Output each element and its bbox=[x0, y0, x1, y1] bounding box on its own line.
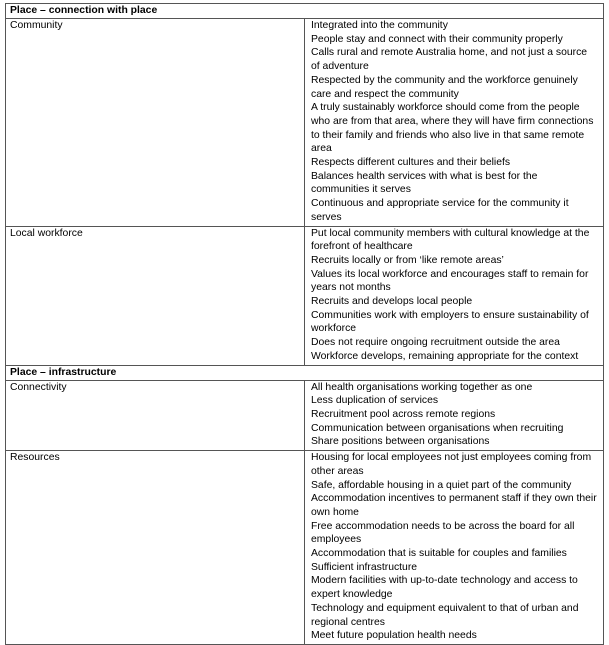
list-item: Recruitment pool across remote regions bbox=[311, 408, 496, 420]
list-item: Accommodation incentives to permanent staff if they own their own home bbox=[311, 493, 597, 518]
list-item: Sufficient infrastructure bbox=[311, 561, 418, 573]
list-item: Put local community members with cultural knowledge at the forefront of healthcare bbox=[311, 227, 590, 253]
items-cell bbox=[305, 226, 604, 365]
list-item: Technology and equipment equivalent to that of urban and regional centres bbox=[311, 602, 579, 628]
category-cell: Community bbox=[6, 19, 305, 227]
list-item: Respected by the community and the workforce genuinely care and respect the community bbox=[311, 74, 578, 100]
category-cell: Resources bbox=[6, 451, 305, 645]
section-title: Place – infrastructure bbox=[6, 365, 604, 380]
section-header-row bbox=[6, 365, 604, 380]
list-item: Recruits locally or from ‘like remote areas’ bbox=[311, 254, 504, 266]
section-header-row bbox=[6, 4, 604, 19]
category-cell: Connectivity bbox=[6, 380, 305, 451]
list-item: Meet future population health needs bbox=[311, 630, 477, 642]
list-item: Modern facilities with up-to-date technology and access to expert knowledge bbox=[311, 575, 578, 601]
section-title: Place – connection with place bbox=[6, 4, 604, 19]
list-item: Balances health services with what is best for the communities it serves bbox=[311, 170, 538, 196]
list-item: A truly sustainably workforce should come from the people who are from that area, where they will have firm connections to their family and friends who also live in that same remote area bbox=[311, 102, 594, 155]
list-item: Less duplication of services bbox=[311, 395, 439, 407]
items-cell bbox=[305, 451, 604, 645]
list-item: Respects different cultures and their beliefs bbox=[311, 157, 511, 169]
list-item: Safe, affordable housing in a quiet part of the community bbox=[311, 479, 572, 491]
list-item: Recruits and develops local people bbox=[311, 296, 473, 308]
list-item: Workforce develops, remaining appropriate for the context bbox=[311, 350, 579, 362]
list-item: Communities work with employers to ensure sustainability of workforce bbox=[311, 309, 589, 335]
list-item: Calls rural and remote Australia home, and not just a source of adventure bbox=[311, 47, 588, 73]
list-item: Continuous and appropriate service for the community it serves bbox=[311, 198, 569, 223]
list-item: Housing for local employees not just employees coming from other areas bbox=[311, 452, 592, 477]
table-row bbox=[6, 380, 604, 451]
table-row bbox=[6, 226, 604, 365]
table-row bbox=[6, 451, 604, 645]
list-item: Integrated into the community bbox=[311, 20, 448, 31]
items-cell bbox=[305, 380, 604, 451]
list-item: People stay and connect with their community properly bbox=[311, 33, 563, 45]
findings-table bbox=[5, 3, 604, 645]
list-item: Accommodation that is suitable for couples and families bbox=[311, 548, 567, 560]
list-item: Communication between organisations when recruiting bbox=[311, 422, 564, 434]
list-item: Share positions between organisations bbox=[311, 436, 490, 448]
list-item: Values its local workforce and encourages staff to remain for years not months bbox=[311, 268, 589, 294]
table-row bbox=[6, 19, 604, 227]
list-item: Does not require ongoing recruitment outside the area bbox=[311, 337, 560, 349]
items-cell bbox=[305, 19, 604, 227]
category-cell: Local workforce bbox=[6, 226, 305, 365]
list-item: All health organisations working together as one bbox=[311, 381, 533, 393]
list-item: Free accommodation needs to be across the board for all employees bbox=[311, 520, 575, 546]
